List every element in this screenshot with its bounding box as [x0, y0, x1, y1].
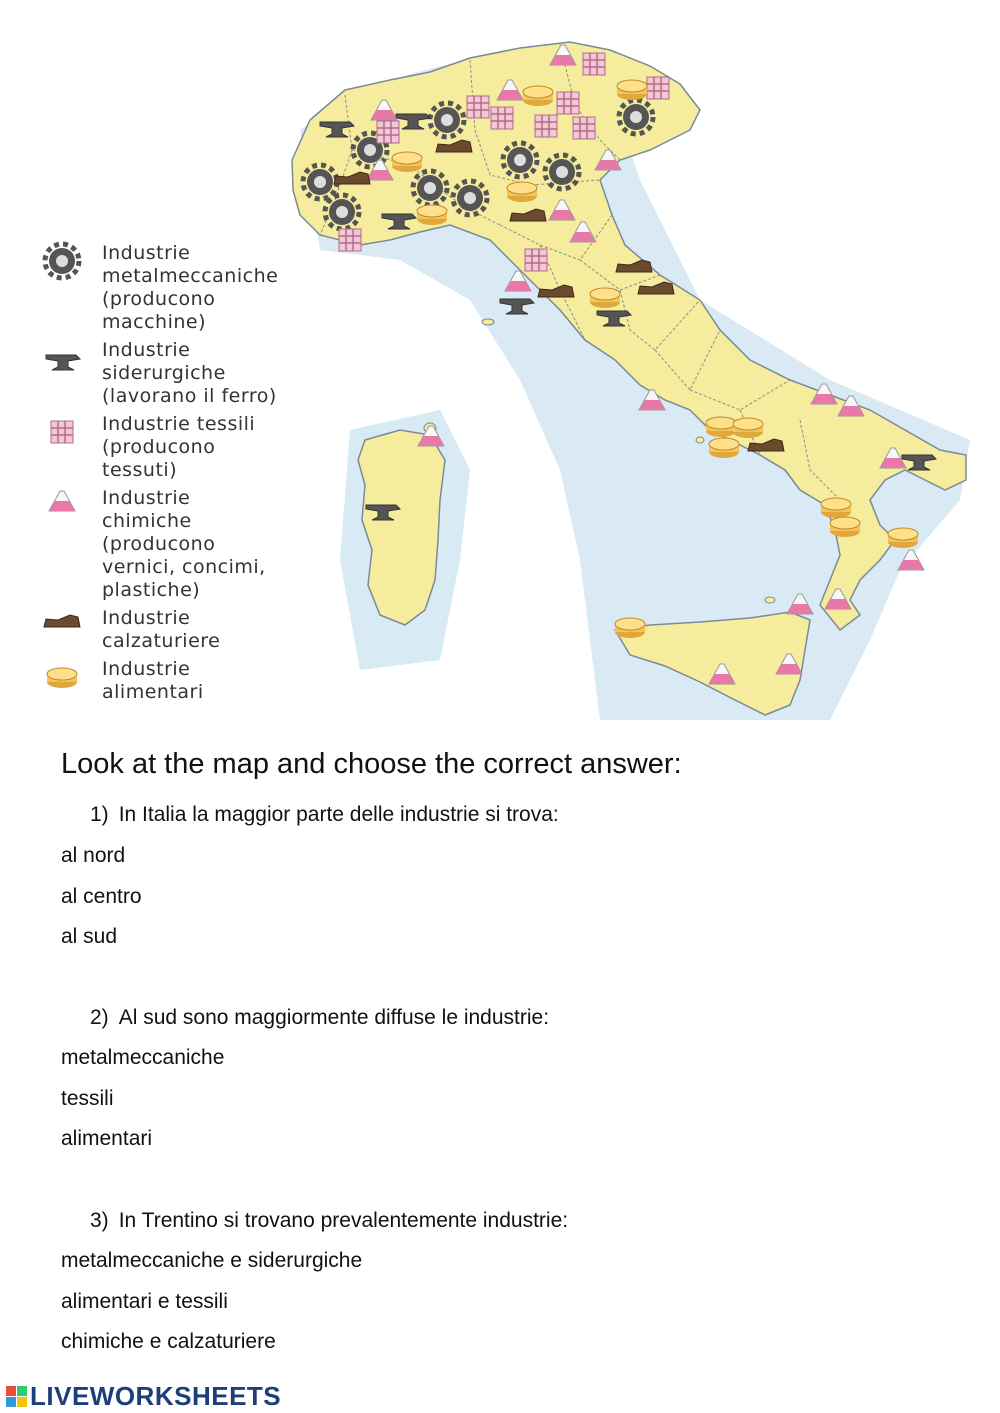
legend-label: (lavorano il ferro): [102, 385, 277, 407]
question-text: In Italia la maggior parte delle industrie si trova:: [118, 803, 559, 826]
legend-item-metalmeccaniche: [45, 242, 278, 333]
flask-icon: [49, 491, 75, 511]
cheese-icon: [47, 668, 77, 688]
gear-icon: [45, 244, 79, 278]
question-3: [90, 1209, 568, 1233]
question-number: 2): [90, 1006, 109, 1029]
q3-option-3[interactable]: chimiche e calzaturiere: [61, 1330, 276, 1353]
fabric-icon: [51, 421, 73, 443]
map-legend: [44, 242, 278, 703]
question-number: 3): [90, 1209, 109, 1232]
legend-label: Industrie: [102, 242, 191, 264]
logo-block: [6, 1386, 16, 1396]
legend-label: (producono: [102, 288, 216, 310]
legend-label: (producono: [102, 533, 216, 555]
legend-label: Industrie: [102, 658, 191, 680]
legend-item-calzaturiere: [44, 607, 220, 652]
question-text: In Trentino si trovano prevalentemente industrie:: [118, 1209, 569, 1232]
question-number: 1): [90, 803, 109, 826]
q3-option-1[interactable]: metalmeccaniche e siderurgiche: [61, 1249, 363, 1272]
brand-name: LIVEWORKSHEETS: [30, 1380, 282, 1411]
logo-block: [17, 1386, 27, 1396]
q3-option-2[interactable]: alimentari e tessili: [61, 1290, 228, 1313]
legend-item-siderurgiche: [46, 339, 277, 407]
legend-label: plastiche): [102, 579, 201, 601]
legend-label: Industrie tessili: [102, 413, 256, 435]
question-2: [90, 1006, 549, 1030]
liveworksheets-logo: [6, 1381, 281, 1411]
worksheet-instruction: Look at the map and choose the correct answer:: [61, 748, 682, 780]
logo-block: [17, 1397, 27, 1407]
legend-item-chimiche: [49, 487, 266, 601]
anvil-icon: [46, 355, 80, 370]
legend-label: macchine): [102, 311, 207, 333]
logo-block: [6, 1397, 16, 1407]
legend-label: metalmeccaniche: [102, 265, 279, 287]
logo-blocks-icon: [6, 1386, 27, 1407]
legend-label: vernici, concimi,: [102, 556, 266, 578]
legend-label: (producono: [102, 436, 216, 458]
legend-item-alimentari: [47, 658, 204, 703]
legend-label: siderurgiche: [102, 362, 226, 384]
legend-label: Industrie: [102, 487, 191, 509]
legend-label: Industrie: [102, 607, 191, 629]
legend-label: chimiche: [102, 510, 192, 532]
legend-label: calzaturiere: [102, 630, 221, 652]
question-1: [90, 803, 559, 827]
legend-item-tessili: [51, 413, 255, 481]
q2-option-2[interactable]: tessili: [61, 1087, 114, 1110]
legend-label: Industrie: [102, 339, 191, 361]
q2-option-3[interactable]: alimentari: [61, 1127, 153, 1150]
shoe-icon: [44, 615, 80, 627]
q1-option-2[interactable]: al centro: [61, 885, 142, 908]
q2-option-1[interactable]: metalmeccaniche: [61, 1046, 225, 1069]
q1-option-3[interactable]: al sud: [61, 925, 118, 948]
q1-option-1[interactable]: al nord: [61, 844, 126, 867]
question-text: Al sud sono maggiormente diffuse le industrie:: [118, 1006, 550, 1029]
legend-label: alimentari: [102, 681, 204, 703]
legend-label: tessuti): [102, 459, 178, 481]
